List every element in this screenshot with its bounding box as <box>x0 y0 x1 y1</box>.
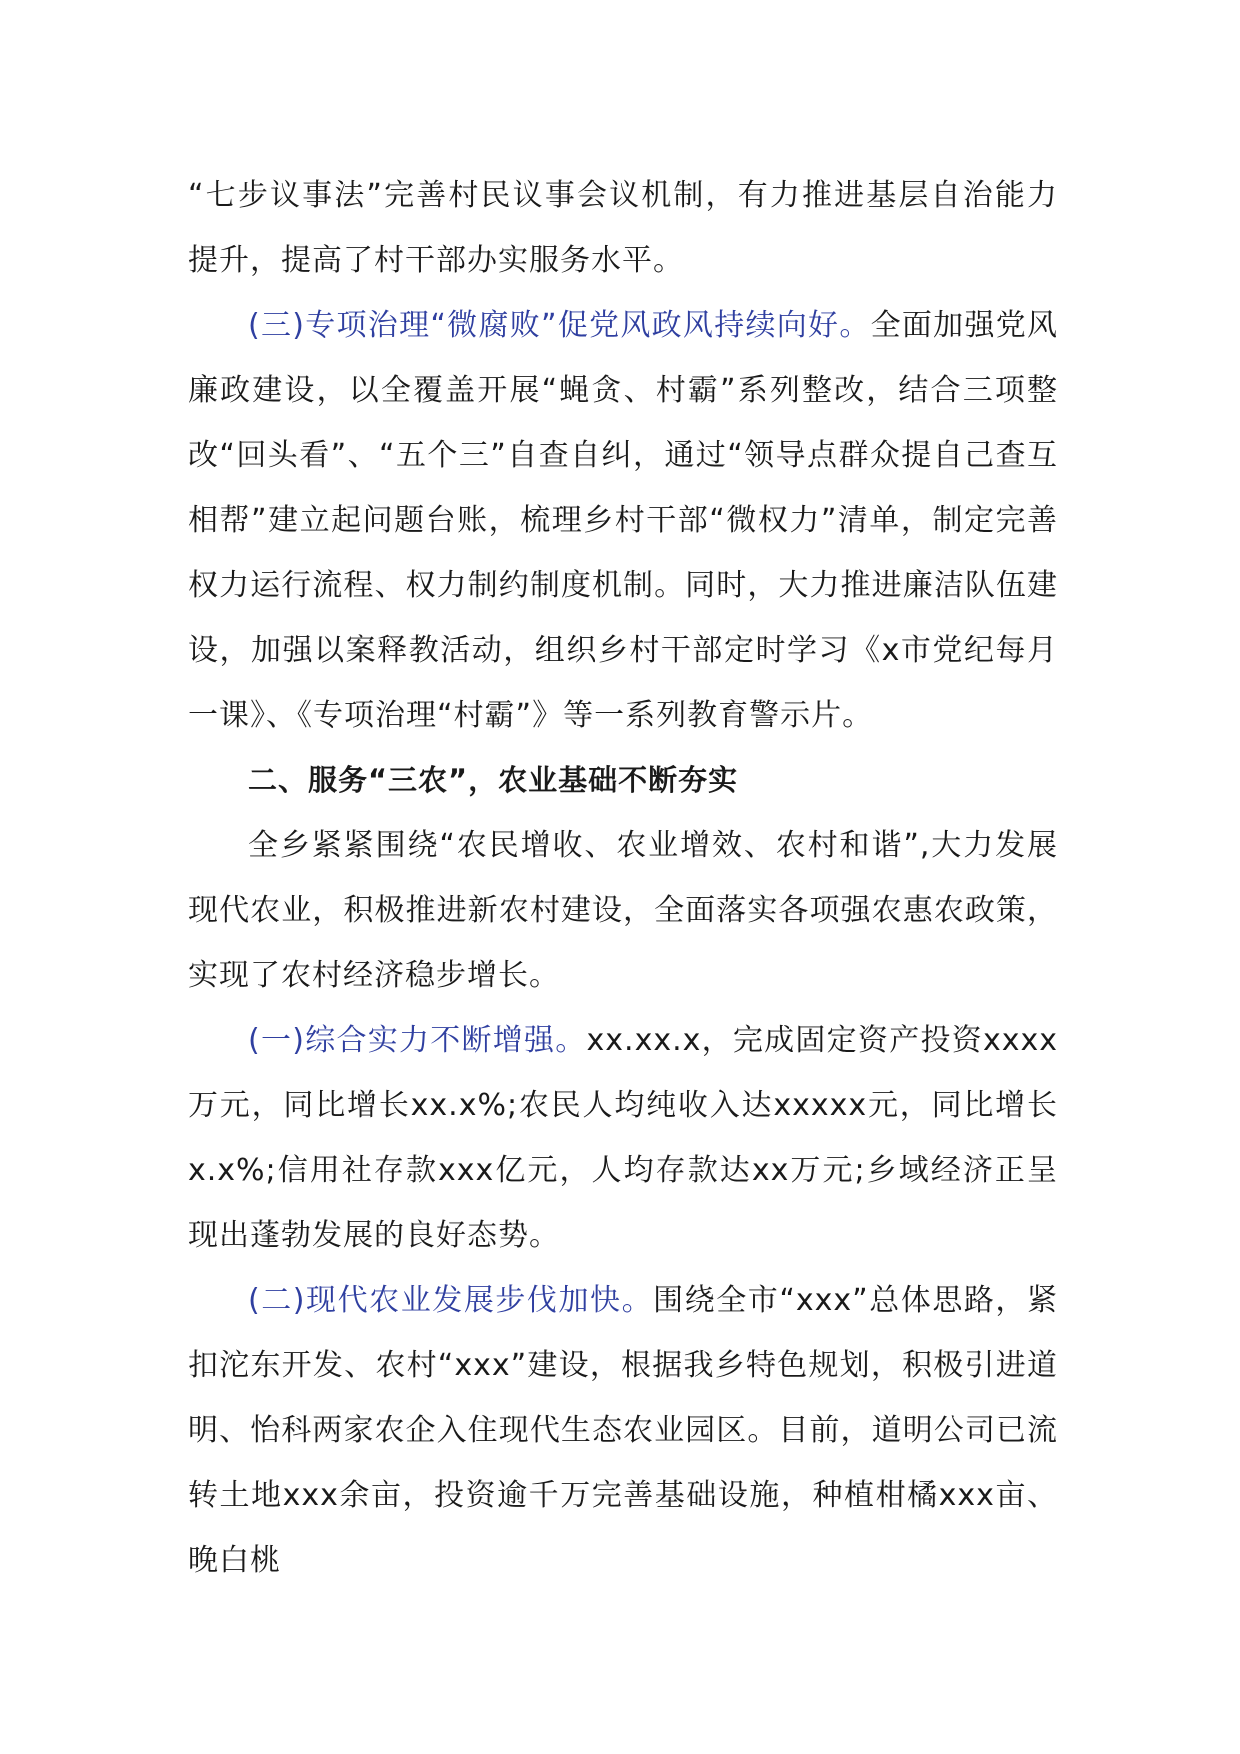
paragraph-overall-strength <box>188 1008 1058 1268</box>
subheading-two: (二)现代农业发展步伐加快。 <box>248 1283 654 1318</box>
subheading-three: (三)专项治理“微腐败”促党风政风持续向好。 <box>248 308 871 343</box>
paragraph-modern-agriculture <box>188 1268 1058 1593</box>
paragraph-text: 全面加强党风廉政建设，以全覆盖开展“蝇贪、村霸”系列整改，结合三项整改“回头看”、“五个三”自查自纠，通过“领导点群众提自己查互相帮”建立起问题台账，梳理乡村干部“微权力”清单，制定完善权力运行流程、权力制约制度机制。同时，大力推进廉洁队伍建设，加强以案释教活动，组织乡村干部定时学习《x市党纪每月一课》、《专项治理“村霸”》等一系列教育警示片。 <box>188 308 1058 733</box>
paragraph-agriculture-intro <box>188 813 1058 1008</box>
document-body <box>188 163 1058 1593</box>
paragraph-text: 全乡紧紧围绕“农民增收、农业增效、农村和谐”,大力发展现代农业，积极推进新农村建设，全面落实各项强农惠农政策，实现了农村经济稳步增长。 <box>188 828 1058 993</box>
paragraph-text: xx.xx.x，完成固定资产投资xxxx万元，同比增长xx.x%;农民人均纯收入达xxxxx元，同比增长x.x%;信用社存款xxx亿元，人均存款达xx万元;乡域经济正呈现出蓬勃发展的良好态势。 <box>188 1023 1058 1253</box>
section-heading-two: 二、服务“三农”，农业基础不断夯实 <box>248 763 739 797</box>
subheading-one: (一)综合实力不断增强。 <box>248 1023 587 1058</box>
paragraph-text: “七步议事法”完善村民议事会议机制，有力推进基层自治能力提升，提高了村干部办实服务水平。 <box>188 178 1058 278</box>
paragraph-text: 围绕全市“xxx”总体思路，紧扣沱东开发、农村“xxx”建设，根据我乡特色规划，积极引进道明、怡科两家农企入住现代生态农业园区。目前，道明公司已流转土地xxx余亩，投资逾千万完善基础设施，种植柑橘xxx亩、晚白桃 <box>188 1283 1058 1578</box>
paragraph-continuation <box>188 163 1058 293</box>
paragraph-anti-corruption <box>188 293 1058 748</box>
